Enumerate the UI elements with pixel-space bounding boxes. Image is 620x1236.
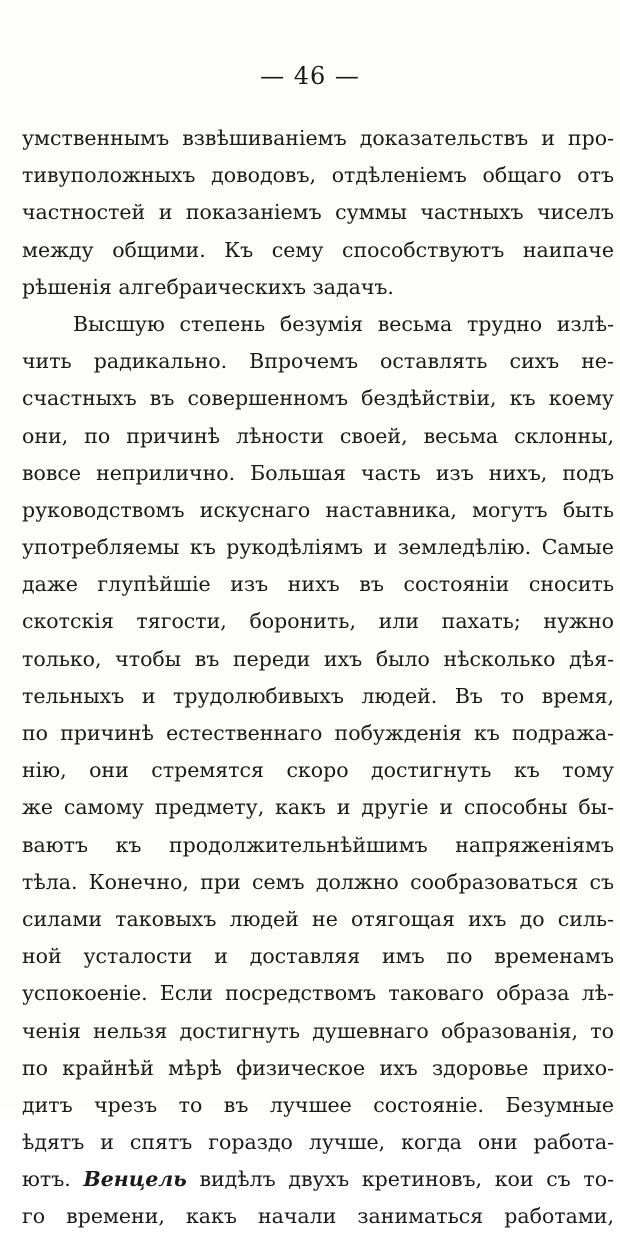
text-line: ченія нельзя достигнуть душевнаго образованія, то — [22, 1018, 614, 1043]
text-line: они, по причинѣ лѣности своей, весьма склонны, — [22, 423, 614, 448]
text-line: ѣдятъ и спятъ гораздо лучше, когда они работа- — [22, 1130, 614, 1155]
text-line: употребляемы къ рукодѣліямъ и земледѣлію. Самые — [22, 535, 614, 560]
text-line: тѣла. Конечно, при семъ должно сообразоваться съ — [22, 869, 614, 894]
text-line: ной усталости и доставляя имъ по временамъ — [22, 944, 614, 969]
text-line: тельныхъ и трудолюбивыхъ людей. Въ то время, — [22, 683, 614, 708]
text-line: по крайнѣй мѣрѣ физическое ихъ здоровье прихо- — [22, 1055, 614, 1080]
text-line: успокоеніе. Если посредствомъ таковаго образа лѣ- — [22, 981, 614, 1006]
text-line: даже глупѣйшіе изъ нихъ въ состояніи сносить — [22, 572, 614, 597]
text-line: рѣшенія алгебраическихъ задачъ. — [22, 274, 394, 299]
text-line: силами таковыхъ людей не отягощая ихъ до силь- — [22, 906, 614, 931]
text-line: ваютъ къ продолжительнѣйшимъ напряженіямъ — [22, 832, 614, 857]
text-line: руководствомъ искуснаго наставника, могутъ быть — [22, 497, 614, 522]
text-line: тивуположныхъ доводовъ, отдѣленіемъ общаго отъ — [22, 163, 614, 188]
text-line: нію, они стремятся скоро достигнуть къ тому — [22, 758, 614, 783]
text-line: дитъ чрезъ то въ лучшее состояніе. Безумные — [22, 1092, 614, 1117]
text-line: только, чтобы въ переди ихъ было нѣсколько дѣя- — [22, 646, 614, 671]
paragraph-first-line: Высшую степень безумія весьма трудно излѣ- — [73, 311, 614, 336]
text-run: ютъ. — [22, 1167, 84, 1192]
text-line: чить радикально. Впрочемъ оставлять сихъ не- — [22, 349, 614, 374]
person-name: Венцель — [83, 1167, 187, 1192]
page-number: — 46 — — [260, 62, 360, 90]
text-line: по причинѣ естественнаго побужденія къ подража- — [22, 721, 614, 745]
text-run: видѣлъ двухъ кретиновъ, кои съ то- — [186, 1167, 614, 1192]
text-line: счастныхъ въ совершенномъ бездѣйствіи, къ коему — [22, 386, 614, 411]
text-line: же самому предмету, какъ и другіе и способны бы- — [22, 795, 614, 820]
text-line: го времени, какъ начали заниматься работами, — [22, 1204, 614, 1229]
body-text — [22, 120, 614, 1236]
text-line: умственнымъ взвѣшиваніемъ доказательствъ и про- — [22, 126, 614, 150]
text-line: вовсе неприлично. Большая часть изъ нихъ, подъ — [22, 460, 614, 485]
text-line: скотскія тягости, боронить, или пахать; нужно — [22, 609, 614, 634]
text-line: между общими. Къ сему способствуютъ наипаче — [22, 237, 614, 262]
text-line: частностей и показаніемъ суммы частныхъ чиселъ — [22, 200, 614, 225]
text-line — [22, 1161, 614, 1198]
